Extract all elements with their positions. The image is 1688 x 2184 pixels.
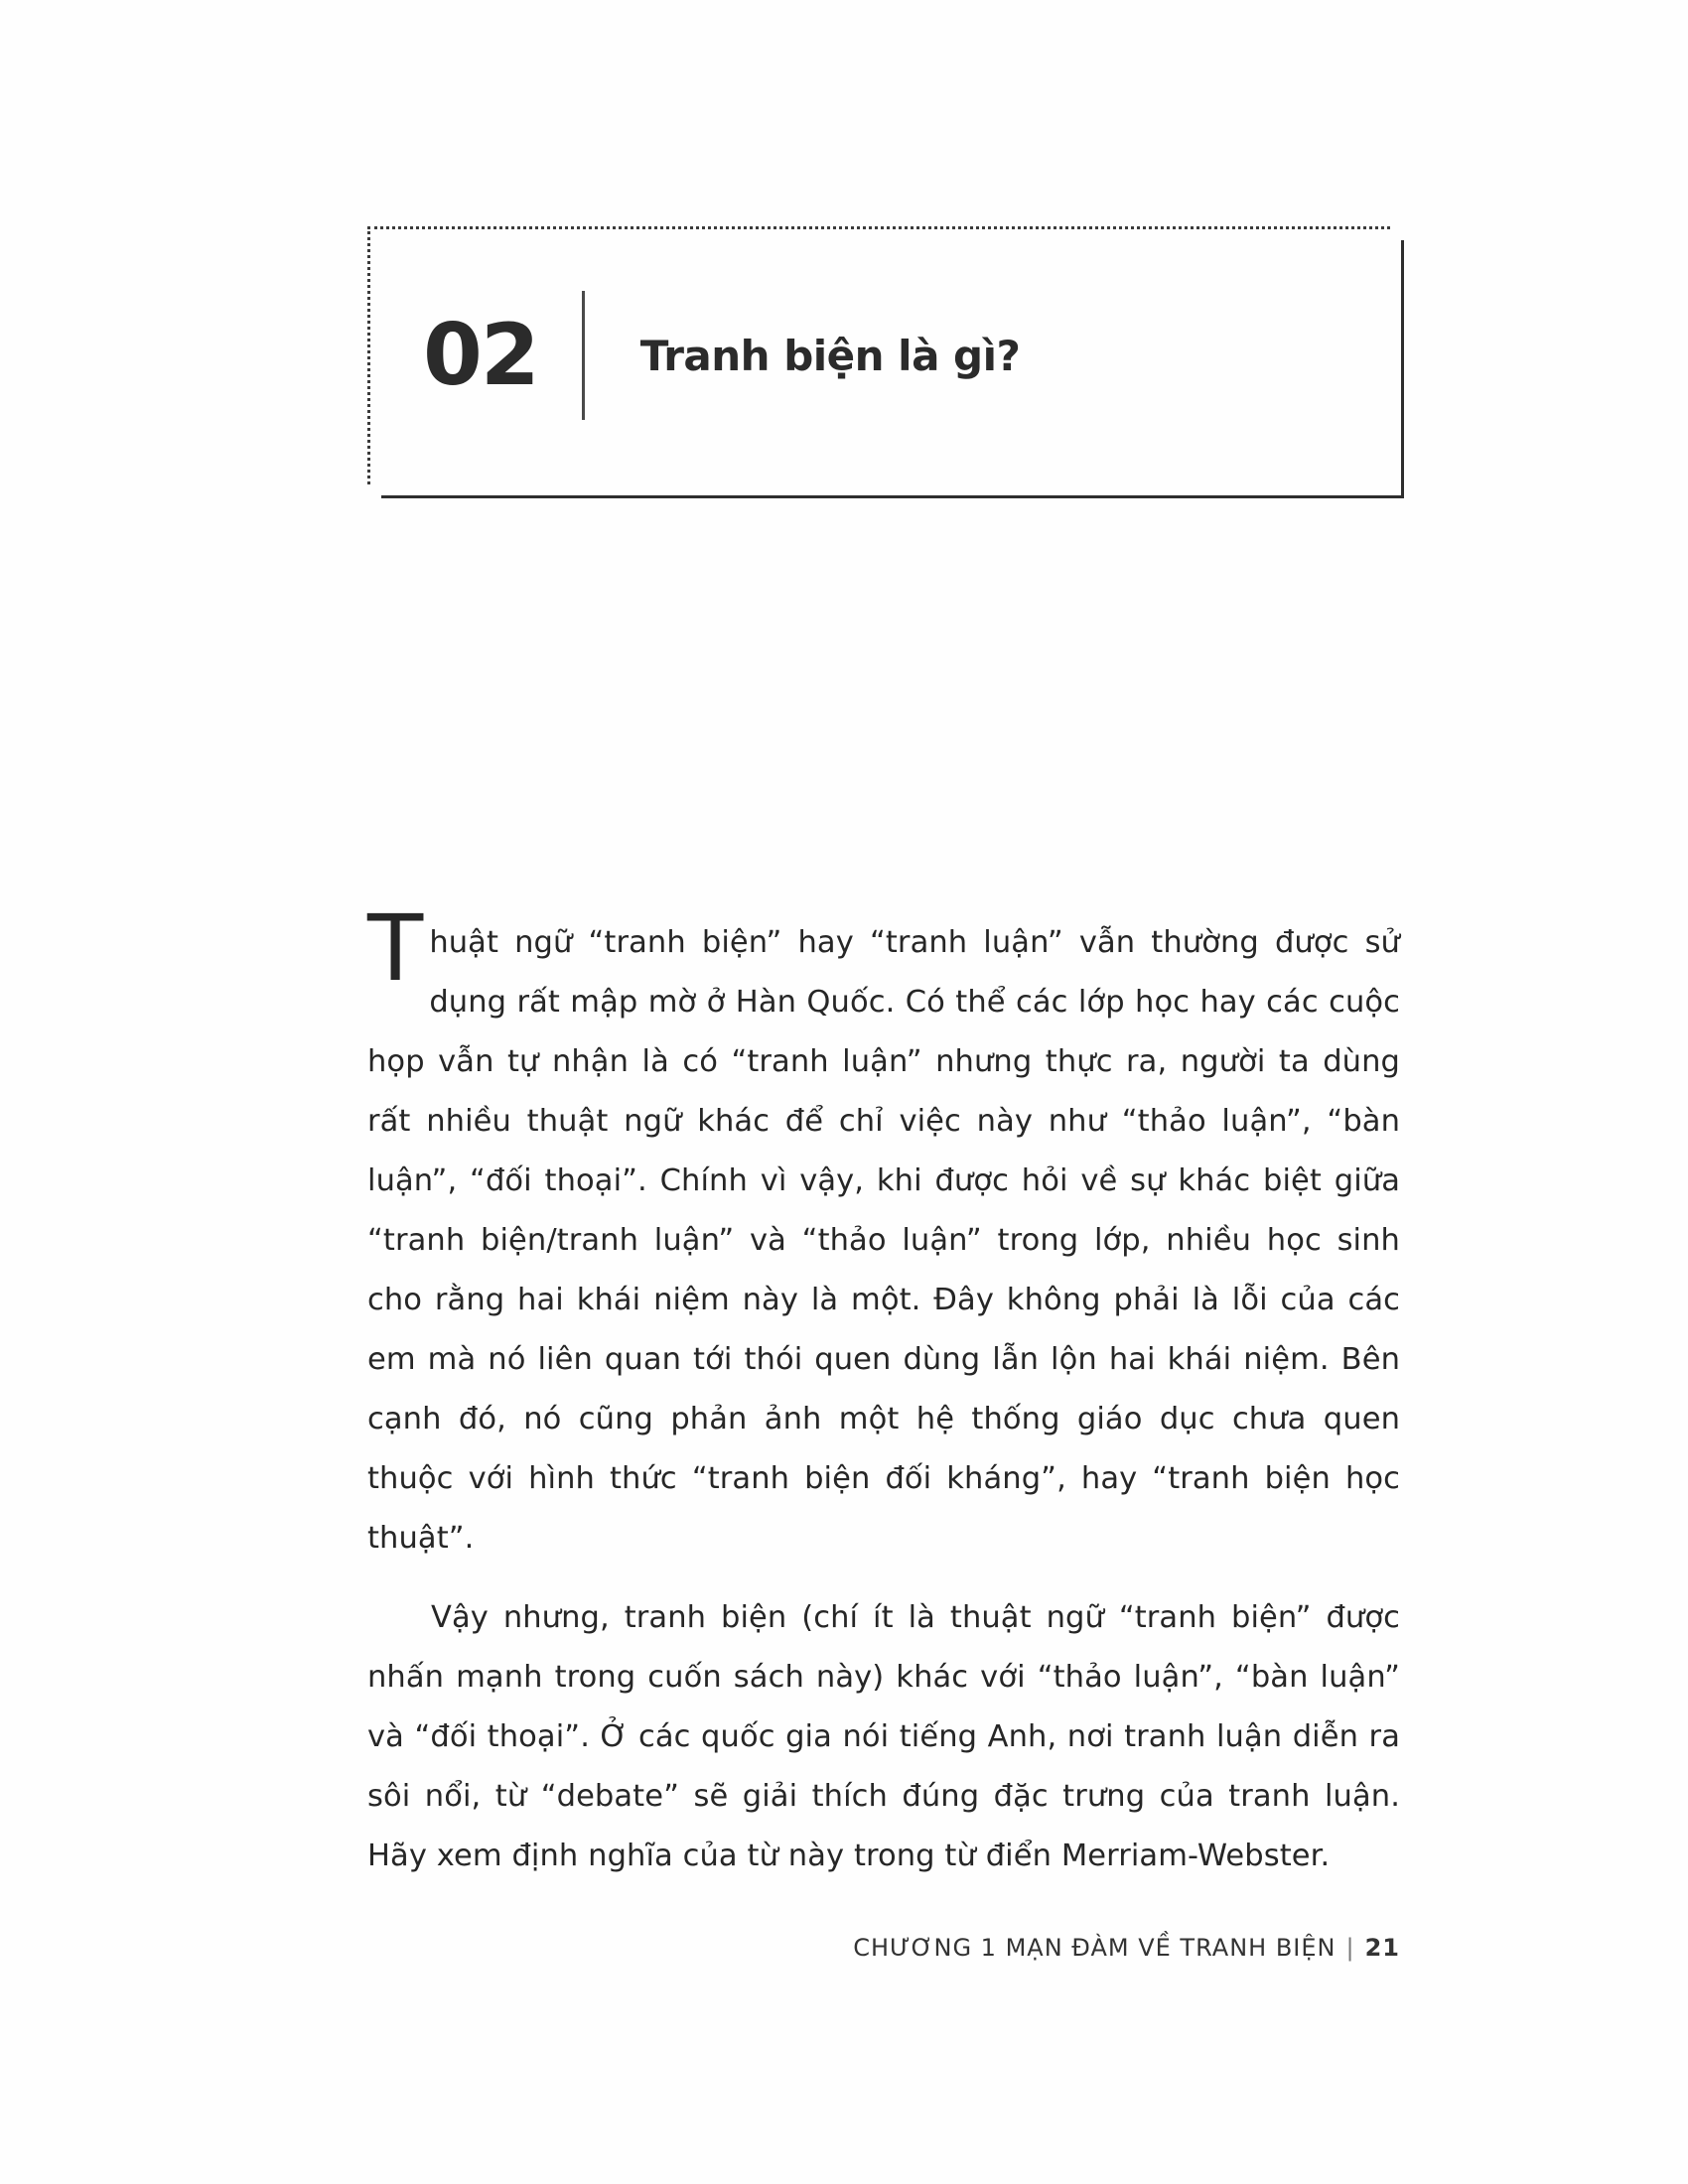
paragraph-2: Vậy nhưng, tranh biện (chí ít là thuật ngữ “tranh biện” được nhấn mạnh trong cuốn sách này) khác với “thảo luận”, “bàn luận” và “đối thoại”. Ở các quốc gia nói tiếng Anh, nơi tranh luận diễn ra sôi nổi, từ “debate” sẽ giải thích đúng đặc trưng của tranh luận. Hãy xem định nghĩa của từ này trong từ điển Merriam-Webster. (367, 1600, 1400, 1873)
chapter-header-divider (582, 291, 585, 420)
chapter-title: Tranh biện là gì? (639, 331, 1021, 380)
footer-running-title: CHƯƠNG 1 MẠN ĐÀM VỀ TRANH BIỆN (853, 1934, 1336, 1962)
footer-page-number: 21 (1364, 1934, 1400, 1962)
page-footer (367, 1934, 1400, 1962)
footer-separator: | (1345, 1934, 1355, 1962)
chapter-header-content (367, 226, 1390, 484)
body-text (367, 895, 1400, 1906)
chapter-number: 02 (423, 306, 538, 405)
paragraph-1: Thuật ngữ “tranh biện” hay “tranh luận” vẫn thường được sử dụng rất mập mờ ở Hàn Quốc. Có thể các lớp học hay các cuộc họp vẫn tự nhận là có “tranh luận” nhưng thực ra, người ta dùng rất nhiều thuật ngữ khác để chỉ việc này như “thảo luận”, “bàn luận”, “đối thoại”. Chính vì vậy, khi được hỏi về sự khác biệt giữa “tranh biện/tranh luận” và “thảo luận” trong lớp, nhiều học sinh cho rằng hai khái niệm này là một. Đây không phải là lỗi của các em mà nó liên quan tới thói quen dùng lẫn lộn hai khái niệm. Bên cạnh đó, nó cũng phản ảnh một hệ thống giáo dục chưa quen thuộc với hình thức “tranh biện đối kháng”, hay “tranh biện học thuật”. (367, 895, 1400, 1556)
chapter-header (367, 226, 1390, 484)
